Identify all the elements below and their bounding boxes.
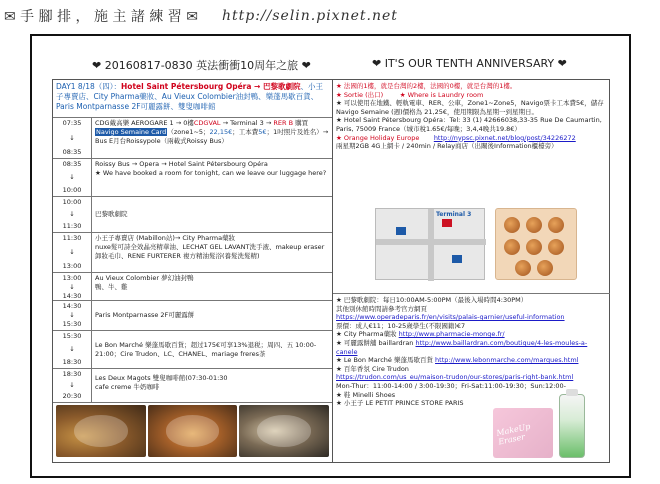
airport-map-image xyxy=(375,208,485,280)
map-terminal-label: Terminal 3 xyxy=(436,211,472,218)
schedule-row xyxy=(53,159,332,197)
opera-hours: ★ 巴黎歌劇院：每日10:00AM-5:00PM（最後入場時間4:30PM） xyxy=(336,296,528,304)
itinerary-page xyxy=(30,34,631,478)
blog-title: ✉ 手 腳 排 ， 施 主 諸 練 習 ✉ xyxy=(4,9,198,25)
floor-note: ★ 法國的1樓，就是台灣的2樓，法國的0樓，就是台灣的1樓。 xyxy=(336,82,517,90)
day-header xyxy=(53,80,332,118)
canele-box-image xyxy=(495,208,577,280)
hotel-note: ★ Hotel Saint Pétersbourg Opéra：Tel: 33 (1) 42666038,33-35 Rue De Caumartin, Paris, 75009 France（城市稅1.65€/每晚；3,4,4晚共19.8€） xyxy=(336,116,602,133)
time-cell: 13:00 ↓ 14:30 xyxy=(53,273,92,300)
time-cell: 15:30 ↓ 18:30 xyxy=(53,331,92,368)
opera-price: 票價：成人€11；10-25歲學生(不限國籍)€7 xyxy=(336,321,466,330)
trudon-hours: Mon-Thur：11:00-14:00 / 3:00-19:30；Fri-Sat:11:00-19:30；Sun:12:00- xyxy=(336,381,567,390)
day-hotel: Hotel Saint Pétersbourg Opéra → 巴黎歌劇院 xyxy=(121,82,301,91)
blog-header xyxy=(0,0,660,32)
makeup-eraser-image xyxy=(493,408,553,458)
schedule-row xyxy=(53,233,332,273)
time-cell: 07:35 ↓ 08:35 xyxy=(53,118,92,158)
trudon-link[interactable]: https://trudon.com/us_eu/maison-trudon/our-stores/paris-right-bank.html xyxy=(336,373,574,382)
notes-column xyxy=(333,80,610,462)
food-photo-duck xyxy=(56,405,146,457)
desc-cell: CDG戴高樂 AEROGARE 1 → 0樓CDGVAL → Terminal 3 → RER B 購買 Navigo Semaine Card（zone1~5；22,15€；工本費5€；1吋照片及姓名）→ Bus E月台Roissypole（兩載式Roissy Bus） xyxy=(95,119,329,145)
schedule-row xyxy=(53,369,332,403)
schedule-row xyxy=(53,118,332,159)
desc-cell: Au Vieux Colombier 夢幻油封鴨 鴨、牛、雞 xyxy=(95,274,194,291)
notes-top: ★ 法國的1樓，就是台灣的2樓，法國的0樓，就是台灣的1樓。 ★ Sortie (出口) ★ Where is Laundry room ★ 可以使用在地鐵、輕軌電車、RER、公車，Zone1~Zone5，Navigo票卡工本費5€，儲存 Navigo Semaine (週)價格為 21,25€，使用期限為星期一到星期日。 ★ Hotel Saint Pétersbourg Opéra：Tel: 33 (1) 42666038,33-35 Rue De Caumartin, Paris, 75009 France（城市稅1.65€/每晚；3,4,4晚共19.8€） ★ Orange Holiday Europe http://nypsc.pixnet.net/blog/post/34226272 兩星期2GB 4G上網卡 / 240min / Relay商店（出關後Information櫃檯旁） Terminal 3 xyxy=(333,80,610,294)
time-cell: 14:30 ↓ 15:30 xyxy=(53,301,92,330)
navigo-note: ★ 可以使用在地鐵、輕軌電車、RER、公車，Zone1~Zone5，Navigo票卡工本費5€，儲存 Navigo Semaine (週)價格為 21,25€，使用期限為星期一到星期日。 xyxy=(336,99,604,116)
navigo-card-label: Navigo Semaine Card xyxy=(96,128,167,136)
schedule-column xyxy=(53,80,332,462)
time-cell: 08:35 ↓ 10:00 xyxy=(53,159,92,196)
makeup-eraser-label: MakeUp Eraser xyxy=(495,421,532,447)
desc-cell: Roissy Bus → Opera → Hotel Saint Pétersbourg Opéra ★ We have booked a room for tonight, can we leave our luggage here? xyxy=(95,160,327,177)
schedule-row xyxy=(53,331,332,369)
day-places: 、小王子專賣店、City Pharma藥妝、Au Vieux Colombier油封鴨、樂蓬馬歇百貨、Paris Montparnasse 2F可麗露餅、雙叟咖啡館 xyxy=(56,82,323,111)
desc-cell: Paris Montparnasse 2F可麗露餅 xyxy=(95,311,195,319)
desc-cell: Les Deux Magots 雙叟咖啡館(07:30-01:30 cafe creme 牛奶咖啡 xyxy=(95,374,228,391)
hand-wash-bottle-image xyxy=(559,394,585,458)
trip-title: ❤ 20160817-0830 英法衝衝10周年之旅 ❤ xyxy=(92,59,311,72)
desc-cell: 巴黎歌劇院 xyxy=(95,210,128,218)
food-photo-confit xyxy=(148,405,238,457)
itinerary-table xyxy=(52,79,610,463)
food-photo-strip xyxy=(53,403,332,459)
sim-card-note: 兩星期2GB 4G上網卡 / 240min / Relay商店（出關後Information櫃檯旁） xyxy=(336,142,558,151)
day-label: DAY1 8/18（四）： xyxy=(56,82,122,91)
time-cell: 10:00 ↓ 11:30 xyxy=(53,197,92,232)
desc-cell: Le Bon Marché 樂蓬馬歇百貨；超过175€可享13%退税；周四、五 10:00-21:00；Cire Trudon、LC、CHANEL、mariage freres茶 xyxy=(95,340,317,358)
time-cell: 11:30 ↓ 13:00 xyxy=(53,233,92,272)
blog-url[interactable]: http://selin.pixnet.net xyxy=(221,8,398,24)
pharmacy-link[interactable]: http://www.pharmacie-monge.fr/ xyxy=(398,330,505,339)
schedule-row xyxy=(53,301,332,331)
canele-link[interactable]: http://www.baillardran.com/boutique/4-les-moules-a-canele xyxy=(336,338,588,356)
time-cell: 18:30 ↓ 20:30 xyxy=(53,369,92,402)
schedule-row xyxy=(53,197,332,233)
schedule-row xyxy=(53,273,332,301)
bonmarche-link[interactable]: http://www.lebonmarche.com/marques.html xyxy=(435,356,579,365)
anniversary-title: ❤ IT'S OUR TENTH ANNIVERSARY ❤ xyxy=(372,57,567,70)
sim-card-link[interactable]: http://nypsc.pixnet.net/blog/post/34226272 xyxy=(433,133,576,142)
opera-link[interactable]: https://www.operadeparis.fr/en/visits/palais-garnier/useful-information xyxy=(336,313,565,322)
notes-bottom: ★ 巴黎歌劇院：每日10:00AM-5:00PM（最後入場時間4:30PM） 其他別休館時間請參考官方網頁 https://www.operadeparis.fr/en/visits/palais-garnier/useful-information 票價：成人€11；10-25歲學生(不限國籍)€7 ★ City Pharma藥妝 http://www.pharmacie-monge.fr/ ★ 可麗露餅舖 baillardran http://www.baillardran.com/boutique/4-les-moules-a-canele ★ Le Bon Marché 樂蓬馬歇百貨 http://www.lebonmarche.com/marques.html ★ 百年香氛 Cire Trudon https://trudon.com/us_eu/maison-trudon/our-stores/paris-right-bank.html Mon-Thur：11:00-14:00 / 3:00-19:30；Fri-Sat:11:00-19:30；Sun:12:00- ★ 鞋 Minelli Shoes ★ 小王子 LE PETIT PRINCE STORE PARIS MakeUp Eraser xyxy=(333,294,610,462)
food-photo-cafe xyxy=(239,405,329,457)
desc-cell: 小王子專賣店 (Mabillon站)→ City Pharma藥妝 nuxe髮可詩全效晶亮精華油、LECHAT GEL LAVANT洗手液、makeup eraser卸妝毛巾、RENE FURTERER 複方精油髮浴(養髮洗髮精) xyxy=(95,234,325,260)
